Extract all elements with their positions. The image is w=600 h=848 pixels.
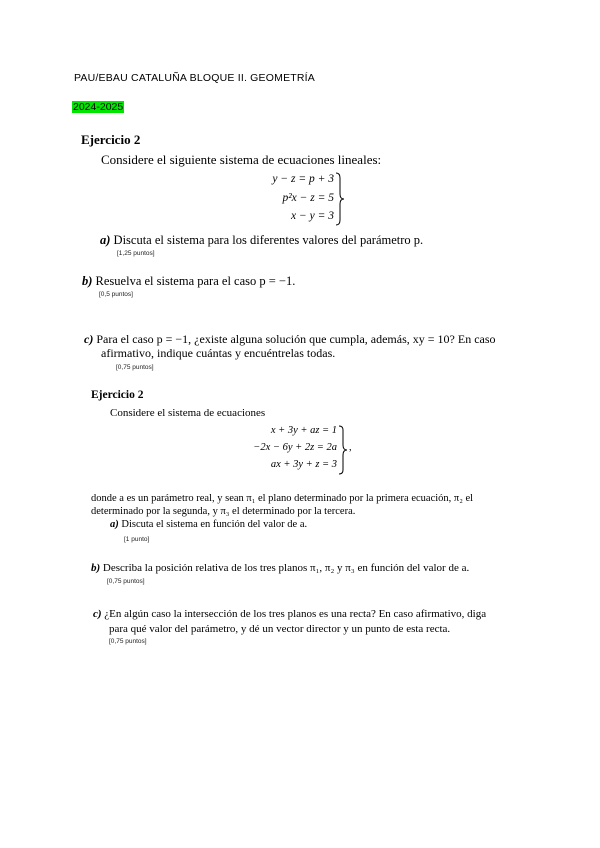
exercise-2-part-c-label: c) <box>93 608 102 620</box>
exercise-2-brace <box>337 425 349 475</box>
exercise-1-equation-1: y − z = p + 3 <box>272 173 334 185</box>
exercise-1-part-a-label: a) <box>100 233 111 247</box>
exercise-1-part-b <box>82 274 295 289</box>
exercise-1-part-c-points: [0,75 puntos] <box>116 364 154 371</box>
exercise-2-title: Ejercicio 2 <box>91 389 144 401</box>
exercise-2-part-a-points: [1 punto] <box>124 536 150 543</box>
exercise-1-part-c <box>84 332 496 347</box>
exercise-2-equation-2: −2x − 6y + 2z = 2a <box>253 442 337 453</box>
exercise-2-part-b-label: b) <box>91 562 101 574</box>
exercise-2-part-a-text: Discuta el sistema en función del valor de a. <box>121 519 308 530</box>
exercise-2-part-b <box>91 562 469 574</box>
exercise-1-part-a <box>100 233 423 248</box>
exercise-2-part-a-label: a) <box>110 519 119 530</box>
exercise-1-equation-3: x − y = 3 <box>291 210 334 222</box>
exercise-2-description-1: donde a es un parámetro real, y sean π₁ el plano determinado por la primera ecuación, π₂ el <box>91 493 474 504</box>
document-header: PAU/EBAU CATALUÑA BLOQUE II. GEOMETRÍA <box>74 72 315 84</box>
exercise-2-part-b-text: Describa la posición relativa de los tres planos π₁, π₂ y π₃ en función del valor de a. <box>102 562 470 574</box>
exercise-2-part-c-text-1: ¿En algún caso la intersección de los tres planos es una recta? En caso afirmativo, diga <box>104 608 487 620</box>
exercise-1-equation-2: p²x − z = 5 <box>282 192 334 204</box>
exercise-1-brace <box>334 172 346 226</box>
exercise-2-part-c <box>93 608 486 620</box>
exercise-1-title: Ejercicio 2 <box>81 132 141 147</box>
exercise-2-equation-3: ax + 3y + z = 3 <box>270 459 337 470</box>
exercise-1-part-a-points: [1,25 puntos] <box>117 250 155 257</box>
exercise-2-description-2: determinado por la segunda, y π₃ el determinado por la tercera. <box>91 506 356 517</box>
exercise-1-part-c-text-2: afirmativo, indique cuántas y encuéntrelas todas. <box>101 346 336 360</box>
exercise-1-part-c-label: c) <box>84 332 94 346</box>
exercise-2-part-b-points: [0,75 puntos] <box>107 578 145 585</box>
exercise-2-part-c-points: [0,75 puntos] <box>109 638 147 645</box>
exercise-2-part-c-text-2: para qué valor del parámetro, y dé un vector director y un punto de esta recta. <box>109 623 451 635</box>
exercise-1-part-b-points: [0,5 puntos] <box>99 291 133 298</box>
exercise-2-equation-1: x + 3y + az = 1 <box>270 425 337 436</box>
exercise-1-part-a-text: Discuta el sistema para los diferentes valores del parámetro p. <box>113 233 424 247</box>
exercise-2-intro: Considere el sistema de ecuaciones <box>110 407 266 419</box>
exercise-1-intro: Considere el siguiente sistema de ecuaciones lineales: <box>101 152 382 167</box>
exercise-1-part-b-text: Resuelva el sistema para el caso p = −1. <box>95 274 296 288</box>
year-highlight: 2024-2025 <box>73 101 124 113</box>
exercise-1-part-b-label: b) <box>82 274 93 288</box>
exercise-1-part-c-text-1: Para el caso p = −1, ¿existe alguna solución que cumpla, además, xy = 10? En caso <box>96 332 496 346</box>
exercise-2-equation-comma: , <box>349 442 352 453</box>
exercise-2-part-a <box>110 519 307 530</box>
